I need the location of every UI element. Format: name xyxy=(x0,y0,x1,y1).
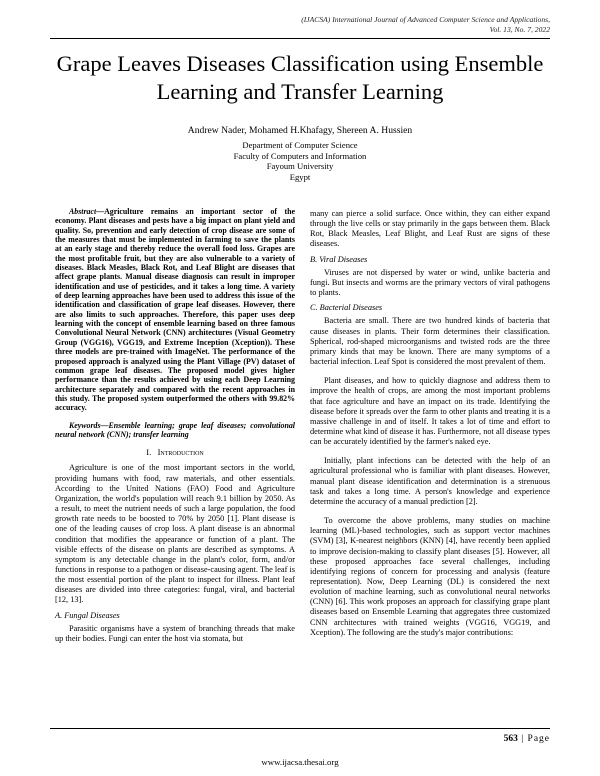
footer-rule xyxy=(50,728,550,729)
abstract-text: —Agriculture remains an important sector of the economy. Plant diseases and pests have a big impact on plant yield and quality. So, prevention and early detection of crop disease are some of the measures that must be implemented in farming to save the plants at an early stage and thereby reduce the overall food loss. Grapes are the most profitable fruit, but they are also vulnerable to a variety of diseases. Black Measles, Black Rot, and Leaf Blight are diseases that affect grape plants. Manual disease diagnosis can result in improper identification and use of pesticides, and it takes a long time. A variety of deep learning approaches have been used to address this issue of the identification and classification of grape leaf diseases. However, there are also limits to such approaches. Therefore, this paper uses deep learning with the concept of ensemble learning based on three famous Convolutional Neural Network (CNN) architectures (Visual Geometry Group (VGG16), VGG19, and Extreme Inception (Xception)). These three models are pre-trained with ImageNet. The performance of the proposed approach is analyzed using the Plant Village (PV) dataset of common grape leaf diseases. The proposed model gives higher performance than the results achieved by using each Deep Learning architecture separately and compared with the recent approaches in this study. The proposed system outperformed the others with 99.82% accuracy. xyxy=(55,207,295,413)
authors: Andrew Nader, Mohamed H.Khafagy, Shereen A. Hussien xyxy=(187,125,413,136)
subsection-heading-bacterial: C. Bacterial Diseases xyxy=(310,303,383,313)
intro-paragraph: Agriculture is one of the most important sectors in the world, providing humans with food, raw materials, and other essentials. According to the United Nations (FAO) Food and Agriculture Organization, the world's population will reach 9.1 billion by 2050. As a result, to meet the nutrient needs of such a large population, the food growth rate needs to be boosted to 70% by 2050 [1]. Plant disease is one of the leading causes of crop loss. A plant disease is an abnormal condition that modifies the appearance or function of a plant. The visible effects of the disease on plants are described as symptoms. A symptom is any detectable change in the plant's color, form, and/or functions in response to a pathogen or disease-causing agent. The leaf is the most essential portion of the plant to inspect for illness. Plant leaf diseases are divided into three categories: fungal, viral, and bacterial [12, 13]. xyxy=(55,463,295,605)
page-number-value: 563 xyxy=(503,734,518,744)
header-rule xyxy=(50,38,550,39)
page-separator: | xyxy=(517,734,528,744)
right-column xyxy=(310,209,550,638)
title-line-2: Learning and Transfer Learning xyxy=(156,79,444,104)
paper-title xyxy=(0,50,600,106)
section-number: I. xyxy=(146,447,152,458)
subsection-heading-viral: B. Viral Diseases xyxy=(310,254,368,264)
fungal-paragraph-continued: many can pierce a solid surface. Once within, they can either expand through the live cells or stay primarily in the gaps between them. Black Rot, Black Measles, Leaf Blight, and Leaf Rust are signs of these diseases. xyxy=(310,209,550,249)
title-line-1: Grape Leaves Diseases Classification using Ensemble xyxy=(56,51,544,76)
affiliation xyxy=(0,140,600,182)
journal-name: (IJACSA) International Journal of Advanced Computer Science and Applications, xyxy=(301,15,550,24)
section-heading-introduction xyxy=(55,447,295,457)
keywords xyxy=(55,421,295,440)
affiliation-faculty: Faculty of Computers and Information xyxy=(233,150,367,161)
bacterial-paragraph-1: Bacteria are small. There are two hundred kinds of bacteria that cause diseases in plants. Their form determines their classification. Spherical, rod-shaped microorganisms and twisted rods are the three primary kinds that may be known. There are many symptoms of a bacterial infection. Leaf Spot is considered the most prevalent of them. xyxy=(310,316,550,367)
journal-url: www.ijacsa.thesai.org xyxy=(261,757,339,767)
affiliation-country: Egypt xyxy=(289,171,311,182)
page-word: Page xyxy=(527,734,550,744)
keywords-text: Ensemble learning; grape leaf diseases; convolutional neural network (CNN); transfer learning xyxy=(55,420,295,439)
fungal-paragraph: Parasitic organisms have a system of branching threads that make up their bodies. Fungi can enter the host via stomata, but xyxy=(55,623,295,643)
subsection-heading-fungal: A. Fungal Diseases xyxy=(55,610,120,620)
viral-paragraph: Viruses are not dispersed by water or wind, unlike bacteria and fungi. But insects and worms are the primary vectors of viral pathogens to plants. xyxy=(310,267,550,298)
section-title: Introduction xyxy=(157,447,204,458)
bacterial-paragraph-2: Plant diseases, and how to quickly diagnose and address them to improve the health of crops, are among the most important problems that face agriculture and have an impact on its trade. Identifying the disease before it spreads over the farm to other plants and treating it is a massive challenge in and of itself. It takes a lot of time and effort to determine what kind of disease it has. Furthermore, not all disease types can be accurately identified by the farmer's naked eye. xyxy=(310,376,550,447)
affiliation-department: Department of Computer Science xyxy=(242,140,358,150)
keywords-label: Keywords— xyxy=(69,420,109,430)
left-column xyxy=(55,207,295,644)
journal-volume: Vol. 13, No. 7, 2022 xyxy=(489,24,550,34)
page-number xyxy=(504,734,550,744)
abstract-label: Abstract xyxy=(69,207,97,216)
abstract xyxy=(55,207,295,413)
bacterial-paragraph-4: To overcome the above problems, many studies on machine learning (ML)-based technologies, such as support vector machines (SVM) [3], K-nearest neighbors (KNN) [4], have recently been applied to improve decision-making to classify plant diseases [5]. However, all these proposed approaches face several challenges, including identifying regions of concern for processing and analysis (feature representation). Now, Deep Learning (DL) is considered the next evolution of machine learning, such as convolutional neural networks (CNN) [6]. This work proposes an approach for classifying grape plant diseases based on Ensemble Learning that aggregates three customized CNN architectures with trained weights (VGG16, VGG19, and Xception). The following are the study's major contributions: xyxy=(310,516,550,637)
affiliation-university: Fayoum University xyxy=(266,161,334,172)
running-header xyxy=(190,15,550,34)
bacterial-paragraph-3: Initially, plant infections can be detected with the help of an agricultural professional who is familiar with plant diseases. However, manual plant disease identification and determination is a strenuous task and takes a long time. A person's knowledge and experience determine the accuracy of a manual prediction [2]. xyxy=(310,456,550,506)
